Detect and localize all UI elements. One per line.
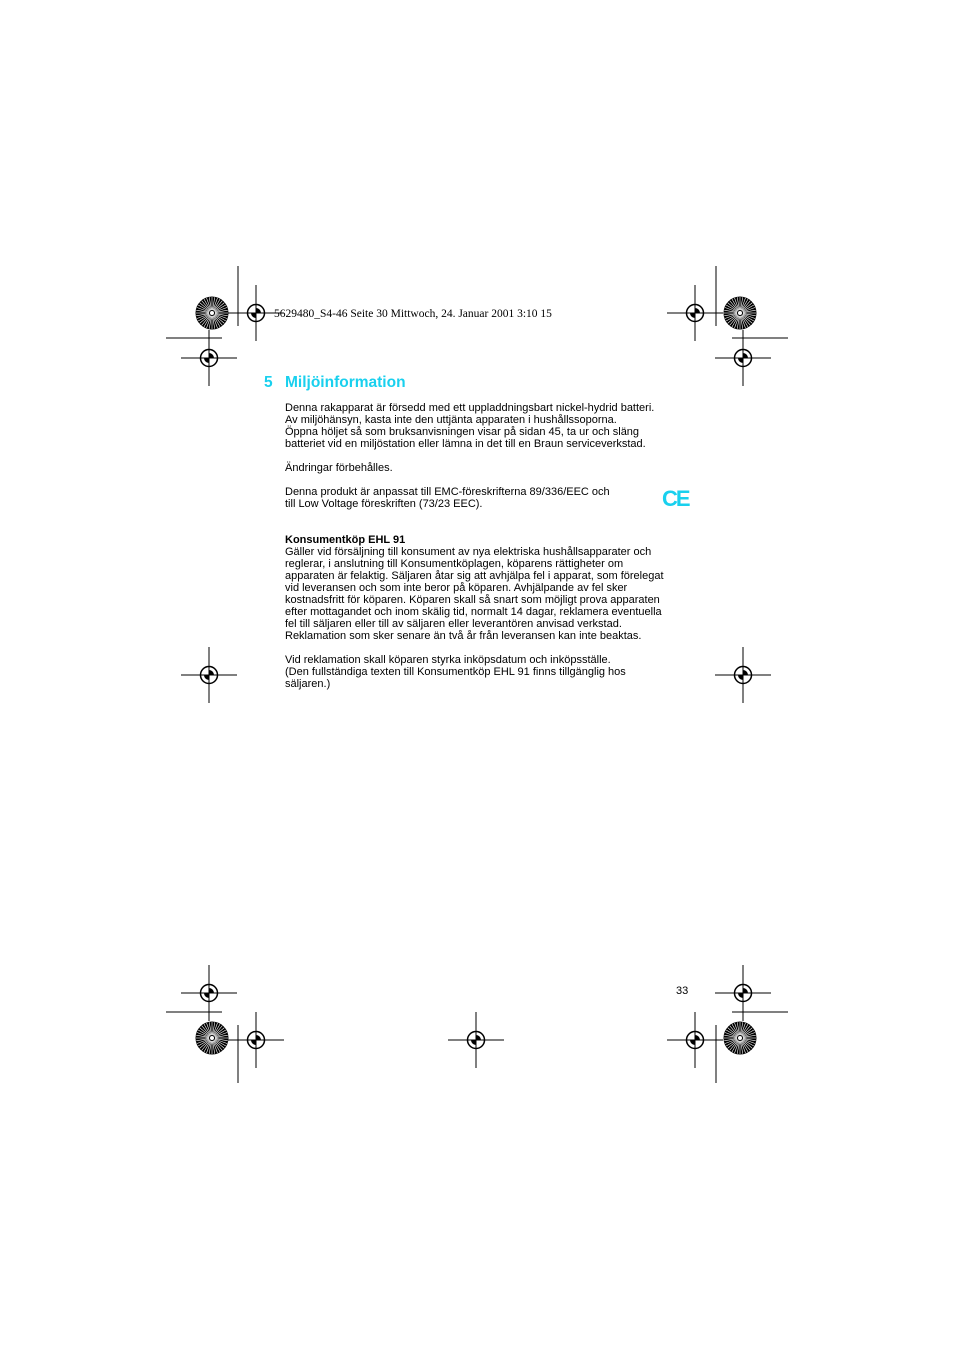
text-line: reglerar, i anslutning till Konsumentköplagen, köparens rättigheter om <box>285 558 624 570</box>
battery-paragraph <box>285 402 654 450</box>
changes-paragraph <box>285 462 393 474</box>
registration-target-fill <box>738 353 748 363</box>
text-line: Denna produkt är anpassat till EMC-föreskrifterna 89/336/EEC och <box>285 486 610 498</box>
page-number: 33 <box>676 985 689 997</box>
star-center <box>738 1036 742 1040</box>
registration-target-fill <box>251 1035 261 1045</box>
text-line: batteriet vid en miljöstation eller lämna in det till en Braun serviceverkstad. <box>285 438 646 450</box>
complaint-paragraph <box>285 654 626 690</box>
text-line: Av miljöhänsyn, kasta inte den uttjänta apparaten i hushållssoporna. <box>285 414 617 426</box>
text-line: vid leveransen och som inte beror på köparen. Avhjälpande av fel sker <box>285 582 628 594</box>
subheading: Konsumentköp EHL 91 <box>285 534 406 546</box>
text-line: fel till säljaren eller till av säljaren eller leverantören anvisad verkstad. <box>285 618 622 630</box>
text-line: säljaren.) <box>285 678 331 690</box>
registration-target-fill <box>204 988 214 998</box>
registration-target-fill <box>690 1035 700 1045</box>
registration-target-fill <box>738 670 748 680</box>
star-center <box>210 1036 214 1040</box>
section-heading <box>264 374 406 392</box>
text-line: Vid reklamation skall köparen styrka inköpsdatum och inköpsställe. <box>285 654 611 666</box>
text-line: Öppna höljet så som bruksanvisningen visar på sidan 45, ta ur och släng <box>285 426 640 438</box>
text-line: kostnadsfritt för köparen. Köparen skall så snart som möjligt prova apparaten <box>285 594 660 606</box>
print-slug: 5629480_S4-46 Seite 30 Mittwoch, 24. Januar 2001 3:10 15 <box>274 308 552 320</box>
text-line: Gäller vid försäljning till konsument av nya elektriska hushållsapparater och <box>285 546 652 558</box>
registration-target-fill <box>251 308 261 318</box>
text-line: (Den fullständiga texten till Konsumentköp EHL 91 finns tillgänglig hos <box>285 666 626 678</box>
text-line: Ändringar förbehålles. <box>285 462 393 474</box>
registration-target-fill <box>471 1035 481 1045</box>
registration-target-fill <box>204 670 214 680</box>
section-number: 5 <box>264 374 273 391</box>
emc-paragraph <box>285 486 610 510</box>
ce-mark: CE <box>662 486 689 511</box>
star-center <box>738 311 742 315</box>
text-line: apparaten är felaktig. Säljaren åtar sig att avhjälpa fel i apparat, som förelegat <box>285 570 664 582</box>
registration-target-fill <box>204 353 214 363</box>
registration-target-fill <box>690 308 700 318</box>
text-line: Reklamation som sker senare än två år från leveransen kan inte beaktas. <box>285 630 642 642</box>
text-line: Denna rakapparat är försedd med ett uppladdningsbart nickel-hydrid batteri. <box>285 402 655 414</box>
text-line: till Low Voltage föreskriften (73/23 EEC). <box>285 498 483 510</box>
text-line: efter mottagandet och inom skälig tid, normalt 14 dagar, reklamera eventuella <box>285 606 662 618</box>
star-center <box>210 311 214 315</box>
consumer-paragraph <box>285 534 664 642</box>
section-title: Miljöinformation <box>285 374 406 391</box>
registration-target-fill <box>738 988 748 998</box>
